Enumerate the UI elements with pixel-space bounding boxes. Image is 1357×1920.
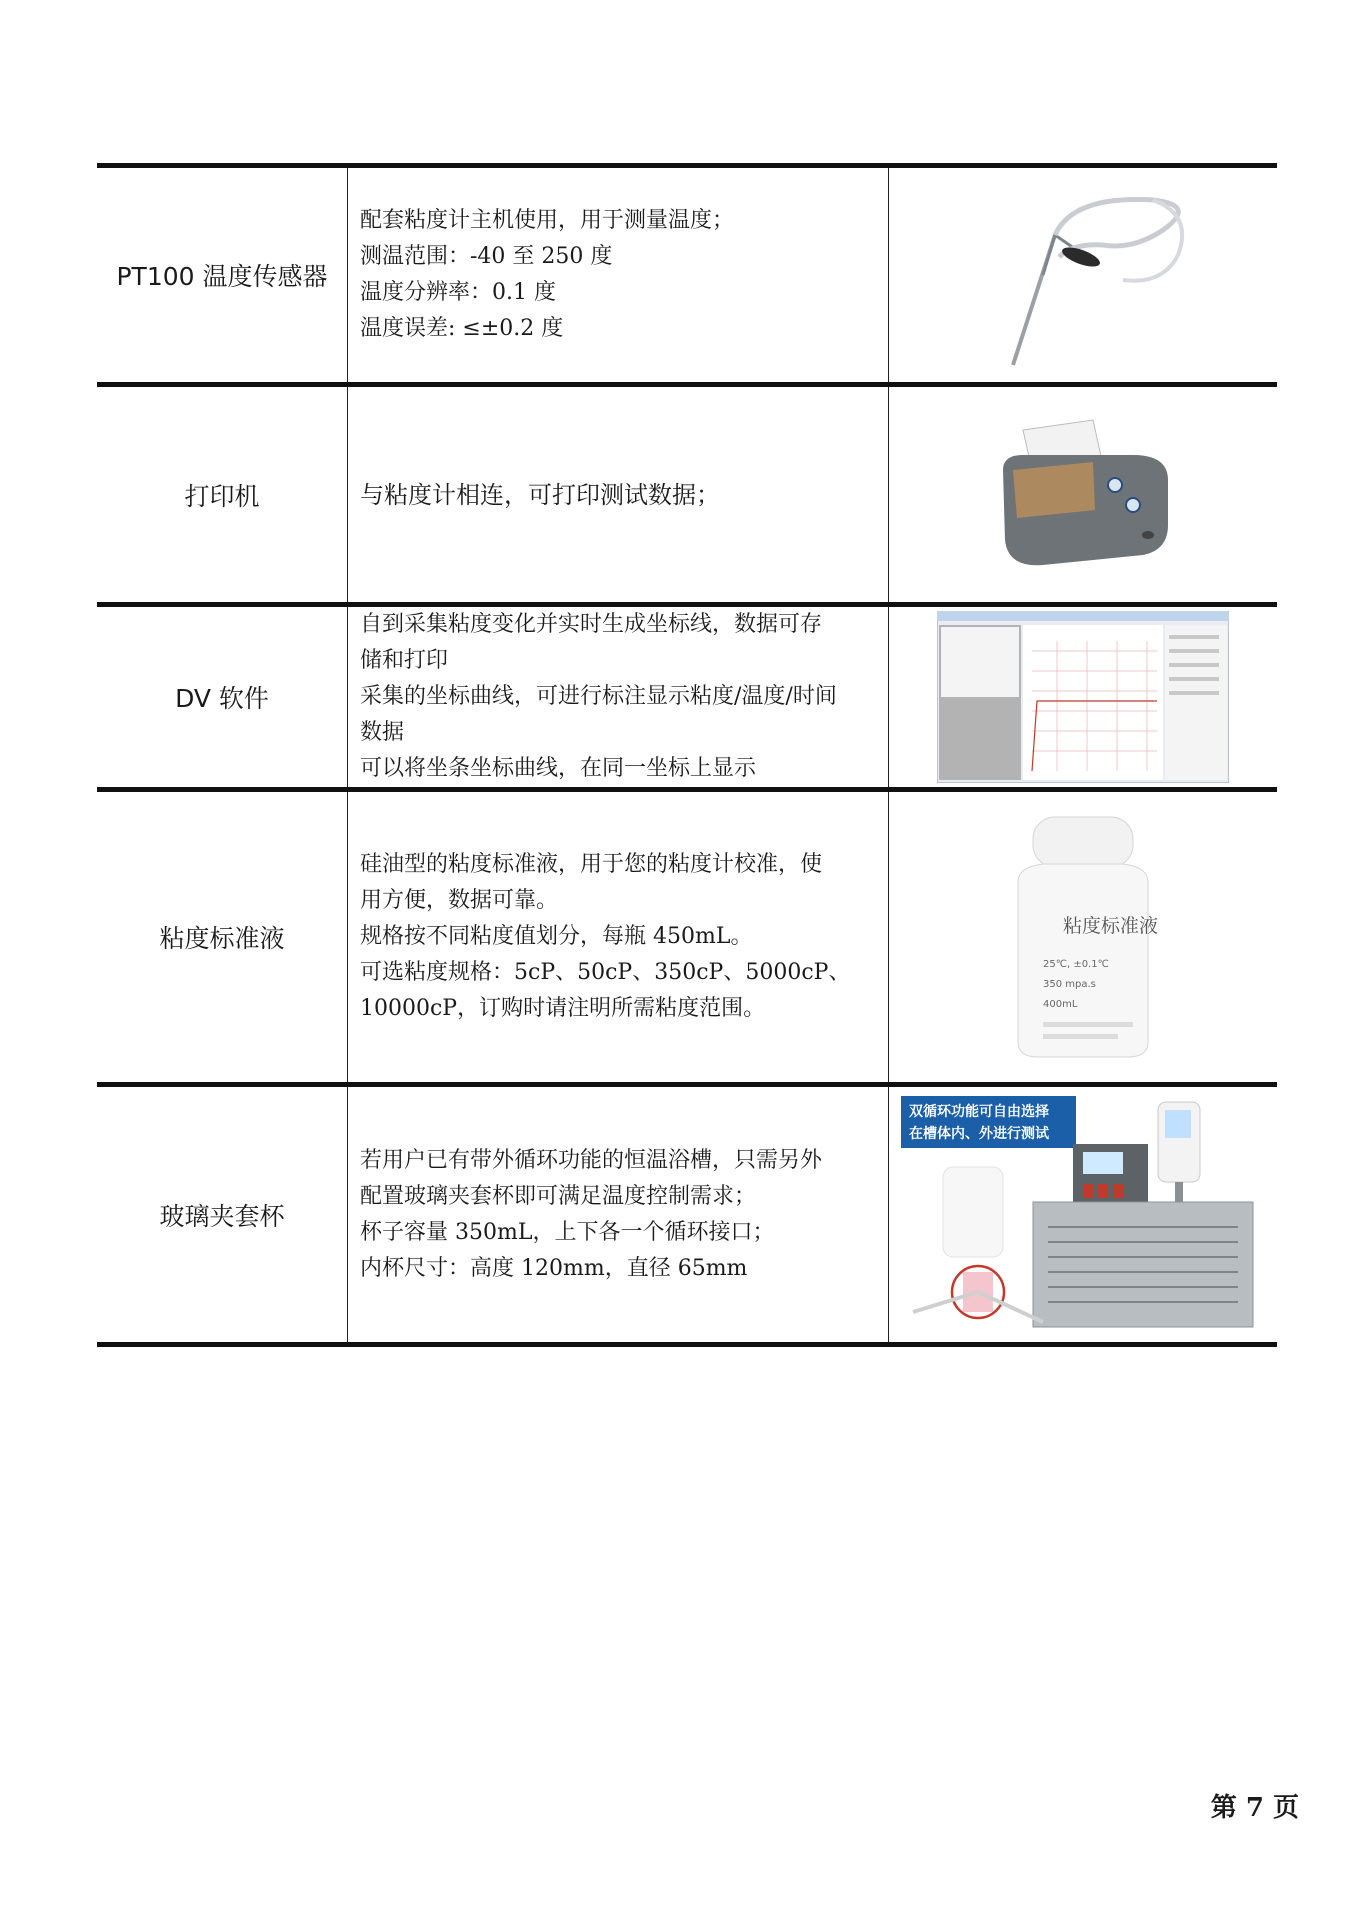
item-name: 打印机: [184, 481, 260, 511]
accessory-table: [97, 163, 1277, 1347]
name-cell: [97, 792, 348, 1082]
bottle-visc: 350 mpa.s: [1043, 979, 1096, 990]
desc-cell: [348, 1087, 889, 1342]
desc-cell: [348, 792, 889, 1082]
bottle-title: 粘度标准液: [1063, 915, 1159, 937]
software-screenshot-icon: [937, 611, 1229, 783]
name-cell: [97, 607, 348, 787]
item-description: 配套粘度计主机使用，用于测量温度； 测温范围：-40 至 250 度 温度分辨率：0.1 度 温度误差: ≤±0.2 度: [360, 208, 735, 341]
image-cell: [889, 792, 1277, 1082]
circulation-bath-icon: [893, 1092, 1273, 1337]
page-number: 第 7 页: [1210, 1793, 1299, 1823]
name-cell: [97, 168, 348, 382]
standard-liquid-bottle-icon: [1003, 812, 1163, 1062]
item-name: DV 软件: [175, 684, 269, 713]
desc-cell: [348, 387, 889, 602]
name-cell: [97, 1087, 348, 1342]
image-cell: [889, 1087, 1277, 1342]
banner-line-2: 在槽体内、外进行测试: [909, 1126, 1049, 1142]
item-description: 与粘度计相连，可打印测试数据；: [360, 480, 720, 509]
item-name: 玻璃夹套杯: [159, 1201, 285, 1231]
item-description: 自到采集粘度变化并实时生成坐标线，数据可存 储和打印 采集的坐标曲线，可进行标注显示粘度/温度/时间 数据 可以将坐条坐标曲线，在同一坐标上显示: [360, 612, 837, 781]
table-row: [97, 602, 1277, 787]
item-name: PT100 温度传感器: [116, 262, 328, 291]
image-cell: [889, 168, 1277, 382]
bottle-vol: 400mL: [1043, 999, 1078, 1010]
desc-cell: [348, 607, 889, 787]
desc-cell: [348, 168, 889, 382]
table-row: [97, 1082, 1277, 1347]
item-name: 粘度标准液: [159, 924, 285, 953]
temperature-probe-icon: [963, 175, 1203, 375]
name-cell: [97, 387, 348, 602]
item-description: 硅油型的粘度标准液，用于您的粘度计校准，使 用方便，数据可靠。 规格按不同粘度值划分，每瓶 450mL。 可选粘度规格：5cP、50cP、350cP、5000cP、 10000cP，订购时请注明所需粘度范围。: [360, 852, 851, 1021]
image-cell: [889, 387, 1277, 602]
image-cell: [889, 607, 1277, 787]
table-row: [97, 163, 1277, 382]
bottle-temp: 25℃, ±0.1℃: [1043, 959, 1109, 970]
table-row: [97, 787, 1277, 1082]
thermal-printer-icon: [983, 410, 1183, 580]
banner-line-1: 双循环功能可自由选择: [909, 1104, 1049, 1120]
item-description: 若用户已有带外循环功能的恒温浴槽，只需另外 配置玻璃夹套杯即可满足温度控制需求； 杯子容量 350mL，上下各一个循环接口； 内杯尺寸：高度 120mm，直径 65mm: [360, 1147, 823, 1281]
table-row: [97, 382, 1277, 602]
